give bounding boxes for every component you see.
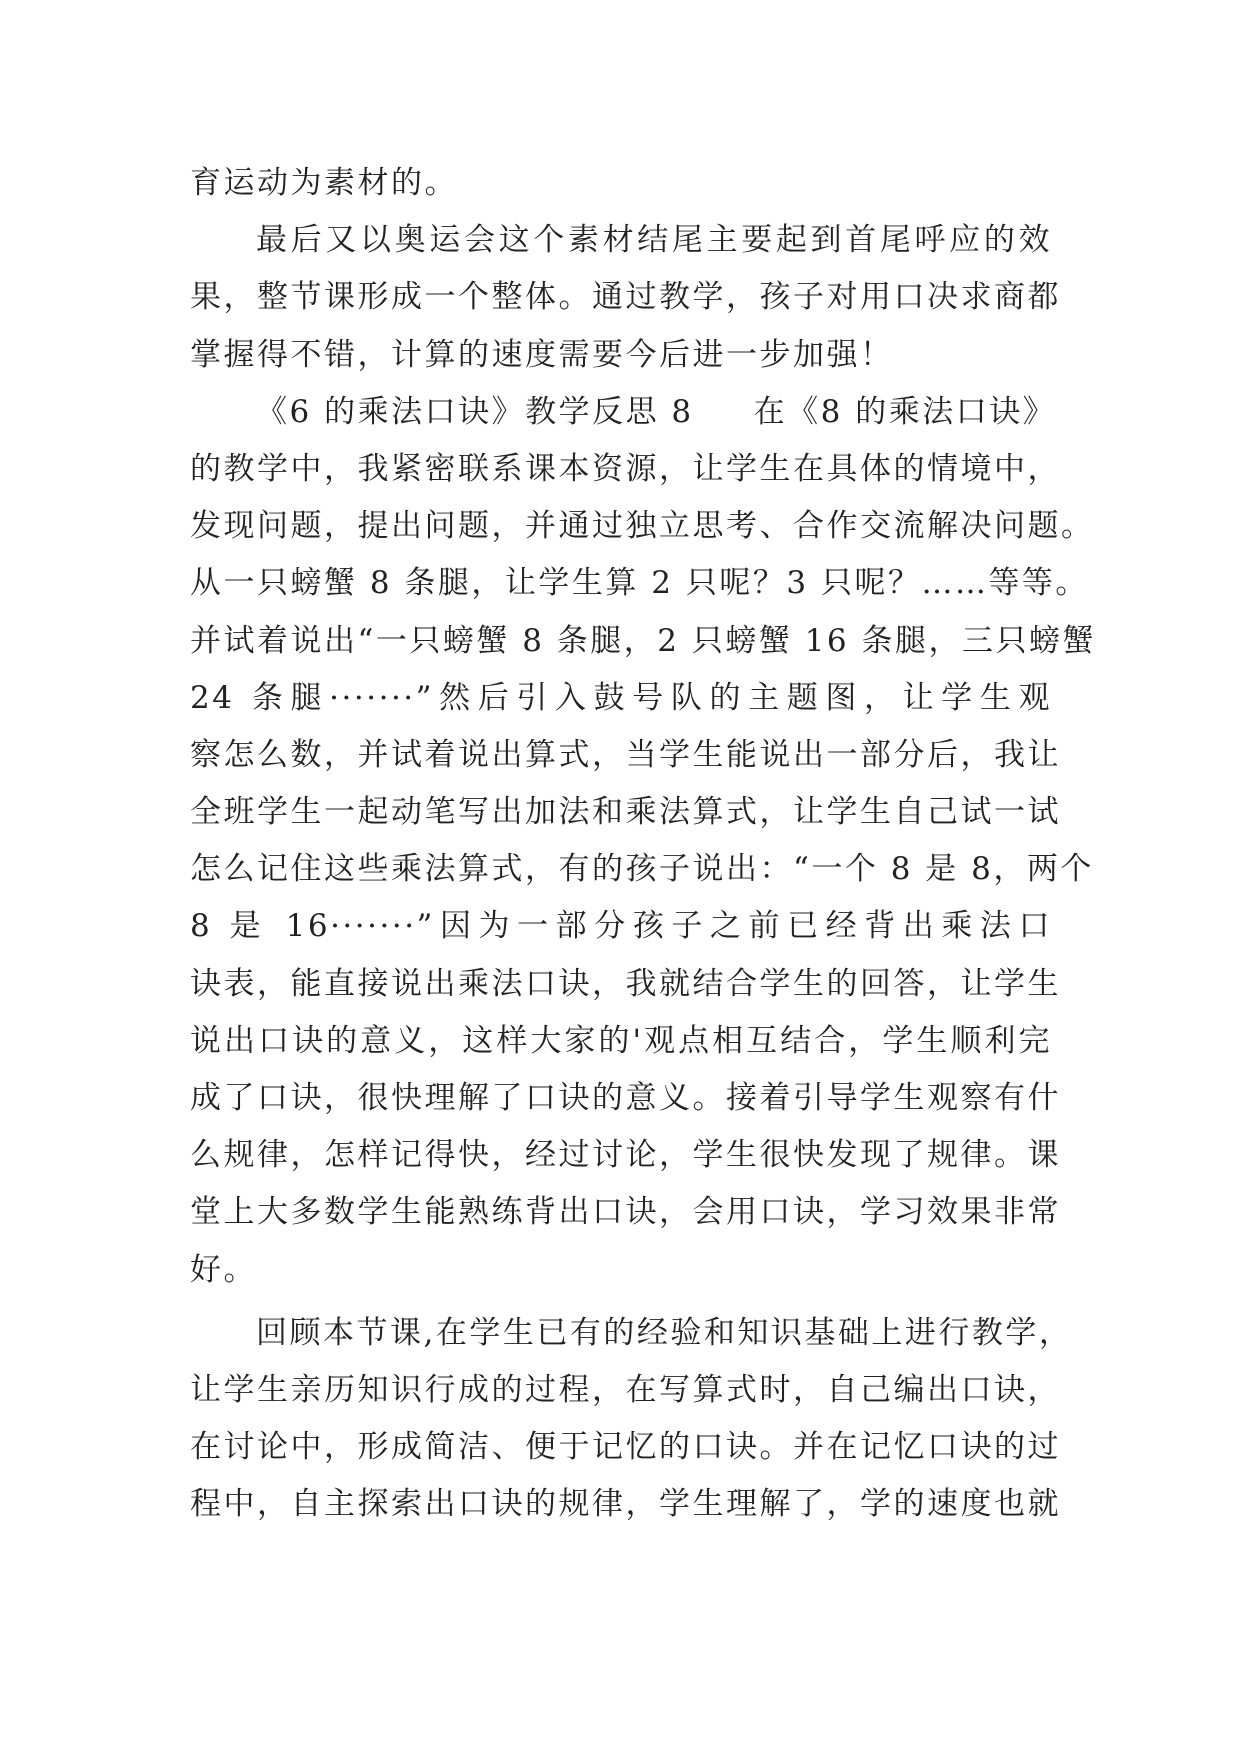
paragraph-line: 程中，自主探索出口诀的规律，学生理解了，学的速度也就: [190, 1486, 1061, 1523]
paragraph-line: 的教学中，我紧密联系课本资源，让学生在具体的情境中，: [190, 450, 1061, 487]
paragraph-line: 8 是 16·······”因为一部分孩子之前已经背出乘法口: [190, 908, 1052, 945]
paragraph-line: 在讨论中，形成简洁、便于记忆的口诀。并在记忆口诀的过: [190, 1429, 1061, 1466]
paragraph-start: 在《8 的乘法口诀》: [753, 393, 1057, 430]
paragraph-line: 果，整节课形成一个整体。通过教学，孩子对用口决求商都: [190, 279, 1061, 316]
paragraph-line: 么规律，怎样记得快，经过讨论，学生很快发现了规律。课: [190, 1137, 1061, 1174]
paragraph-line: 24 条腿·······”然后引入鼓号队的主题图，让学生观: [190, 679, 1052, 716]
paragraph-line: 掌握得不错，计算的速度需要今后进一步加强！: [190, 336, 894, 373]
paragraph-line: 好。: [190, 1251, 257, 1288]
paragraph-line: 成了口诀，很快理解了口诀的意义。接着引导学生观察有什: [190, 1080, 1061, 1116]
paragraph-line: 诀表，能直接说出乘法口诀，我就结合学生的回答，让学生: [190, 965, 1061, 1002]
paragraph-line: 全班学生一起动笔写出加法和乘法算式，让学生自己试一试: [190, 794, 1061, 831]
paragraph-line: 最后又以奥运会这个素材结尾主要起到首尾呼应的效: [256, 222, 1052, 259]
paragraph-line: 并试着说出“一只螃蟹 8 条腿，2 只螃蟹 16 条腿，三只螃蟹: [190, 622, 1097, 659]
paragraph-line: 说出口诀的意义，这样大家的'观点相互结合，学生顺利完: [190, 1022, 1052, 1059]
section-heading: 《6 的乘法口诀》教学反思 8: [256, 393, 694, 430]
paragraph-line: 育运动为素材的。: [190, 165, 458, 201]
paragraph-line: 察怎么数，并试着说出算式，当学生能说出一部分后，我让: [190, 736, 1061, 773]
paragraph-line: 从一只螃蟹 8 条腿，让学生算 2 只呢？3 只呢？……等等。: [190, 565, 1089, 602]
paragraph-line: 让学生亲历知识行成的过程，在写算式时，自己编出口诀，: [190, 1371, 1061, 1408]
paragraph-line: 堂上大多数学生能熟练背出口诀，会用口诀，学习效果非常: [190, 1194, 1061, 1231]
paragraph-line: 发现问题，提出问题，并通过独立思考、合作交流解决问题。: [190, 508, 1095, 545]
paragraph-line: 回顾本节课,在学生已有的经验和知识基础上进行教学，: [256, 1314, 1073, 1351]
section-heading-line: [190, 384, 1057, 441]
paragraph-line: 怎么记住这些乘法算式，有的孩子说出：“一个 8 是 8，两个: [190, 851, 1094, 888]
body-text: [190, 155, 1097, 1534]
